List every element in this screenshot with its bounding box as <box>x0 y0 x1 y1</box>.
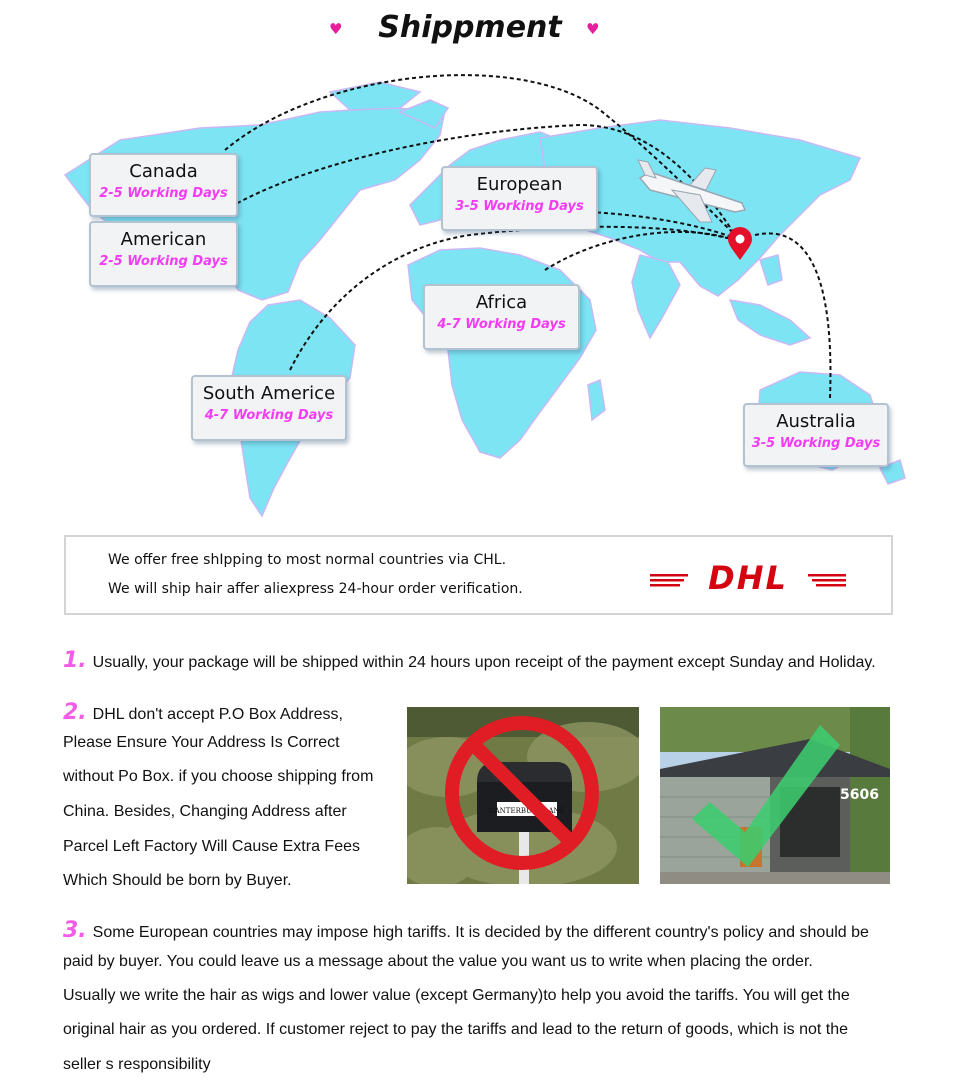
po-box-prohibited-photo <box>407 707 639 884</box>
house-number: 5606 <box>840 787 879 803</box>
note-text: Some European countries may impose high tariffs. It is decided by the different country's policy and should be <box>92 924 869 941</box>
region-card-canada <box>89 153 238 217</box>
note-text: Please Ensure Your Address Is Correct <box>63 734 340 751</box>
region-name: European <box>476 174 563 195</box>
dhl-logo <box>648 559 848 595</box>
region-card-africa <box>423 284 580 350</box>
note-text: Usually, your package will be shipped within 24 hours upon receipt of the payment except Sunday and Holiday. <box>92 654 876 671</box>
region-name: American <box>120 229 207 250</box>
note-number: 2. <box>63 700 87 725</box>
page-title: Shippment <box>378 10 562 45</box>
region-name: Australia <box>776 411 856 432</box>
dhl-info-box <box>64 535 893 615</box>
region-days: 2-5 Working Days <box>99 186 228 201</box>
region-card-south-america <box>191 375 347 441</box>
mailbox-label: CANTERBURY LANE <box>489 807 565 815</box>
note-2 <box>63 700 343 725</box>
region-days: 3-5 Working Days <box>455 199 584 214</box>
note-text: DHL don't accept P.O Box Address, <box>92 706 343 723</box>
region-name: Canada <box>129 161 198 182</box>
note-text: paid by buyer. You could leave us a message about the value you want us to write when placing the order. <box>63 953 813 970</box>
note-text: seller s responsibility <box>63 1056 211 1073</box>
region-days: 2-5 Working Days <box>99 254 228 269</box>
note-text: Which Should be born by Buyer. <box>63 872 292 889</box>
note-text: China. Besides, Changing Address after <box>63 803 347 820</box>
region-card-american <box>89 221 238 287</box>
region-days: 4-7 Working Days <box>204 408 334 423</box>
region-days: 3-5 Working Days <box>751 436 881 451</box>
house-address-photo <box>660 707 890 884</box>
dhl-logo-text: DHL <box>708 559 788 595</box>
heart-icon: ♥ <box>586 20 600 38</box>
heart-icon: ♥ <box>329 20 343 38</box>
region-card-australia <box>743 403 889 467</box>
note-text: original hair as you ordered. If customer reject to pay the tariffs and lead to the return of goods, which is not the <box>63 1021 849 1038</box>
region-card-european <box>441 166 598 231</box>
dhl-line-1: We offer free shIpping to most normal countries via CHL. <box>108 552 507 568</box>
region-name: Africa <box>475 292 528 313</box>
note-number: 1. <box>63 648 87 673</box>
region-days: 4-7 Working Days <box>437 317 566 332</box>
dhl-line-2: We will ship hair affer aliexpress 24-hour order verification. <box>108 581 523 597</box>
note-1 <box>63 648 876 673</box>
note-text: Usually we write the hair as wigs and lower value (except Germany)to help you avoid the tariffs. You will get the <box>63 987 850 1004</box>
region-name: South Americe <box>202 383 336 404</box>
note-3 <box>63 918 869 943</box>
note-text: Parcel Left Factory Will Cause Extra Fees <box>63 838 360 855</box>
note-text: without Po Box. if you choose shipping from <box>63 768 374 785</box>
note-number: 3. <box>63 918 87 943</box>
